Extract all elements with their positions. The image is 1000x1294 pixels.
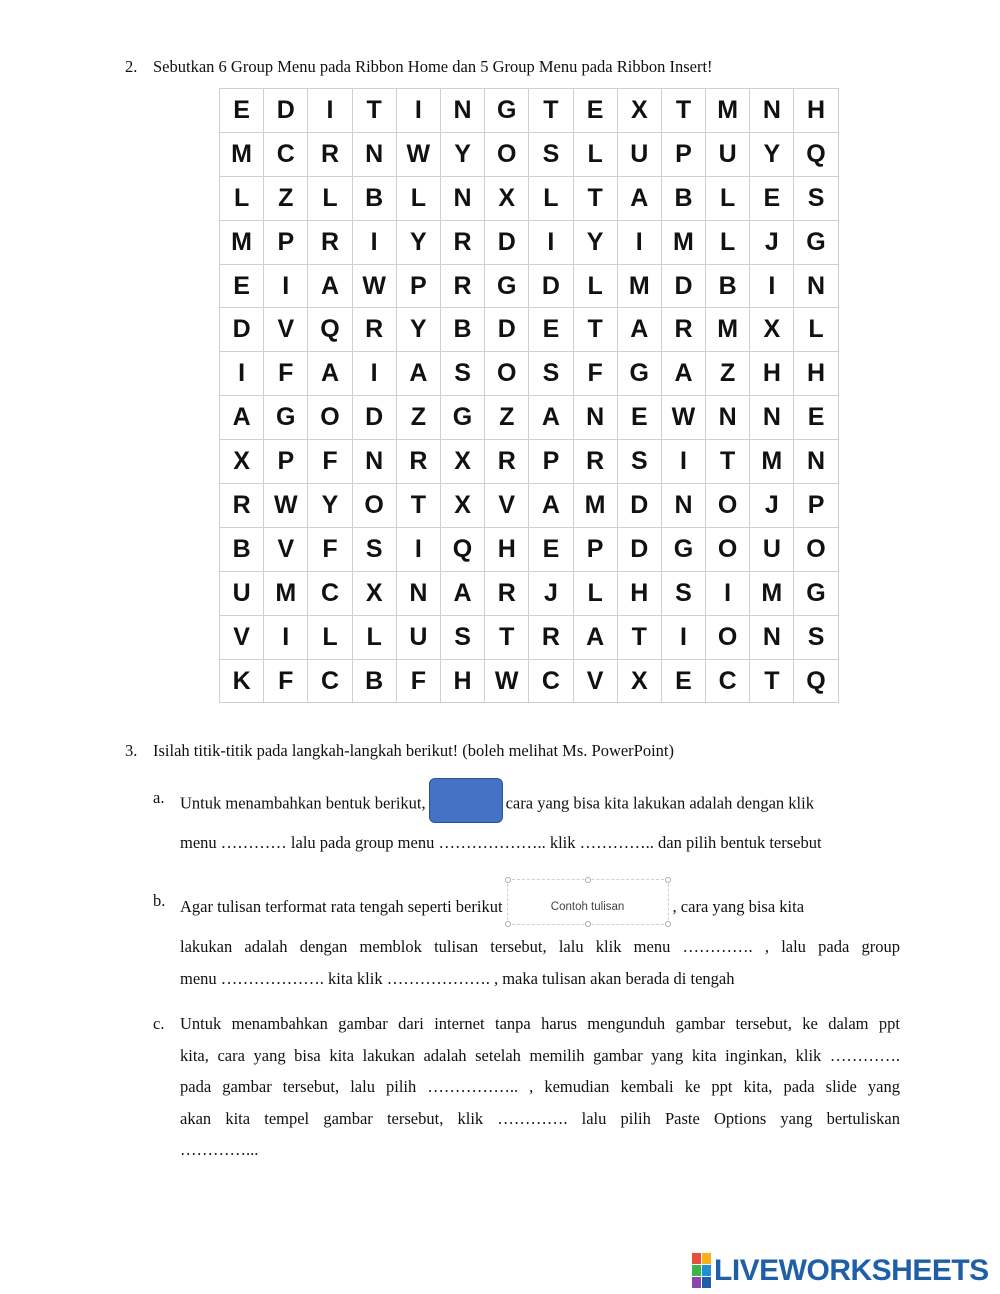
grid-cell[interactable]: X: [220, 440, 264, 484]
grid-cell[interactable]: L: [308, 176, 352, 220]
grid-cell[interactable]: P: [264, 440, 308, 484]
grid-cell[interactable]: E: [529, 527, 573, 571]
logo-cube: [702, 1277, 711, 1288]
grid-cell[interactable]: I: [352, 220, 396, 264]
grid-cell[interactable]: M: [573, 484, 617, 528]
grid-cell[interactable]: B: [706, 264, 750, 308]
question-number: 2.: [125, 57, 138, 76]
grid-cell[interactable]: L: [794, 308, 838, 352]
grid-cell[interactable]: D: [485, 220, 529, 264]
grid-cell[interactable]: L: [573, 132, 617, 176]
question-text: Sebutkan 6 Group Menu pada Ribbon Home dan 5 Group Menu pada Ribbon Insert!: [153, 57, 713, 76]
grid-row: [220, 352, 839, 396]
grid-cell[interactable]: Y: [396, 308, 440, 352]
grid-cell[interactable]: C: [308, 659, 352, 703]
grid-cell[interactable]: Q: [440, 527, 484, 571]
grid-cell[interactable]: Z: [264, 176, 308, 220]
grid-cell[interactable]: T: [573, 308, 617, 352]
grid-cell[interactable]: G: [264, 396, 308, 440]
grid-cell[interactable]: T: [485, 615, 529, 659]
logo-cube: [702, 1253, 711, 1264]
grid-cell[interactable]: E: [529, 308, 573, 352]
grid-cell[interactable]: G: [617, 352, 661, 396]
grid-cell[interactable]: R: [352, 308, 396, 352]
grid-cell[interactable]: Q: [308, 308, 352, 352]
grid-cell[interactable]: M: [706, 308, 750, 352]
grid-cell[interactable]: I: [308, 89, 352, 133]
grid-cell[interactable]: M: [750, 440, 794, 484]
grid-cell[interactable]: I: [396, 527, 440, 571]
grid-cell[interactable]: S: [794, 615, 838, 659]
grid-cell[interactable]: F: [264, 352, 308, 396]
grid-cell[interactable]: D: [661, 264, 705, 308]
item-text: akan kita tempel gambar tersebut, klik …………. lalu pilih Paste Options yang bertuliskan: [180, 1108, 900, 1128]
grid-cell[interactable]: T: [706, 440, 750, 484]
item-label: a.: [153, 788, 165, 807]
item-text: kita, cara yang bisa kita lakukan adalah setelah memilih gambar yang kita inginkan, klik ………….: [180, 1045, 900, 1065]
grid-cell[interactable]: R: [485, 571, 529, 615]
grid-cell[interactable]: E: [220, 264, 264, 308]
grid-cell[interactable]: N: [706, 396, 750, 440]
grid-cell[interactable]: Y: [573, 220, 617, 264]
grid-cell[interactable]: A: [617, 308, 661, 352]
grid-cell[interactable]: N: [794, 264, 838, 308]
grid-cell[interactable]: S: [440, 352, 484, 396]
grid-cell[interactable]: S: [661, 571, 705, 615]
grid-cell[interactable]: V: [220, 615, 264, 659]
grid-cell[interactable]: R: [485, 440, 529, 484]
grid-cell[interactable]: S: [440, 615, 484, 659]
grid-cell[interactable]: A: [220, 396, 264, 440]
grid-row: [220, 571, 839, 615]
grid-cell[interactable]: O: [308, 396, 352, 440]
logo-text: LIVEWORKSHEETS: [714, 1253, 989, 1287]
grid-cell[interactable]: D: [617, 527, 661, 571]
grid-cell[interactable]: H: [750, 352, 794, 396]
grid-cell[interactable]: S: [794, 176, 838, 220]
grid-cell[interactable]: N: [396, 571, 440, 615]
grid-cell[interactable]: F: [308, 527, 352, 571]
grid-cell[interactable]: M: [220, 220, 264, 264]
item-text: lakukan adalah dengan memblok tulisan tersebut, lalu klik menu …………. , lalu pada group: [180, 937, 900, 956]
grid-cell[interactable]: X: [440, 440, 484, 484]
grid-cell[interactable]: X: [440, 484, 484, 528]
grid-cell[interactable]: L: [529, 176, 573, 220]
grid-cell[interactable]: G: [485, 89, 529, 133]
logo-icon: [692, 1253, 711, 1288]
grid-cell[interactable]: V: [264, 527, 308, 571]
grid-cell[interactable]: P: [396, 264, 440, 308]
grid-cell[interactable]: D: [352, 396, 396, 440]
grid-cell[interactable]: M: [706, 89, 750, 133]
item-text: …………...: [180, 1140, 259, 1159]
grid-cell[interactable]: F: [308, 440, 352, 484]
grid-cell[interactable]: A: [440, 571, 484, 615]
question-3c: [153, 1008, 900, 1168]
grid-row: [220, 132, 839, 176]
grid-cell[interactable]: W: [264, 484, 308, 528]
grid-cell[interactable]: P: [794, 484, 838, 528]
grid-cell[interactable]: H: [794, 352, 838, 396]
grid-cell[interactable]: D: [264, 89, 308, 133]
grid-cell[interactable]: L: [706, 176, 750, 220]
grid-cell[interactable]: X: [617, 89, 661, 133]
grid-cell[interactable]: U: [750, 527, 794, 571]
grid-cell[interactable]: M: [220, 132, 264, 176]
question-number: 3.: [125, 741, 138, 760]
grid-cell[interactable]: O: [352, 484, 396, 528]
grid-cell[interactable]: D: [529, 264, 573, 308]
grid-cell[interactable]: X: [352, 571, 396, 615]
grid-cell[interactable]: X: [617, 659, 661, 703]
question-text: Isilah titik-titik pada langkah-langkah berikut! (boleh melihat Ms. PowerPoint): [153, 741, 675, 760]
grid-cell[interactable]: N: [750, 615, 794, 659]
grid-cell[interactable]: J: [750, 220, 794, 264]
grid-row: [220, 659, 839, 703]
grid-row: [220, 615, 839, 659]
grid-cell[interactable]: M: [750, 571, 794, 615]
grid-row: [220, 396, 839, 440]
grid-cell[interactable]: P: [661, 132, 705, 176]
grid-cell[interactable]: O: [706, 527, 750, 571]
grid-cell[interactable]: X: [485, 176, 529, 220]
grid-cell[interactable]: Y: [308, 484, 352, 528]
grid-cell[interactable]: B: [352, 176, 396, 220]
sample-textbox: [507, 879, 669, 925]
grid-cell[interactable]: D: [220, 308, 264, 352]
grid-cell[interactable]: S: [529, 132, 573, 176]
grid-cell[interactable]: K: [220, 659, 264, 703]
grid-cell[interactable]: N: [794, 440, 838, 484]
grid-cell[interactable]: I: [396, 89, 440, 133]
grid-cell[interactable]: W: [661, 396, 705, 440]
item-text: Untuk menambahkan bentuk berikut,: [180, 793, 426, 813]
grid-cell[interactable]: C: [264, 132, 308, 176]
grid-cell[interactable]: H: [794, 89, 838, 133]
grid-cell[interactable]: T: [573, 176, 617, 220]
grid-cell[interactable]: C: [308, 571, 352, 615]
item-text: pada gambar tersebut, lalu pilih …………….. , kemudian kembali ke ppt kita, pada slide yang: [180, 1077, 900, 1096]
grid-cell[interactable]: I: [750, 264, 794, 308]
grid-cell[interactable]: G: [794, 571, 838, 615]
item-text: , cara yang bisa kita: [672, 896, 805, 916]
grid-cell[interactable]: A: [308, 352, 352, 396]
grid-cell[interactable]: T: [617, 615, 661, 659]
grid-cell[interactable]: Z: [706, 352, 750, 396]
grid-cell[interactable]: E: [794, 396, 838, 440]
grid-cell[interactable]: Z: [396, 396, 440, 440]
grid-cell[interactable]: L: [396, 176, 440, 220]
grid-cell[interactable]: R: [308, 132, 352, 176]
grid-cell[interactable]: R: [308, 220, 352, 264]
grid-row: [220, 220, 839, 264]
grid-cell[interactable]: U: [396, 615, 440, 659]
grid-cell[interactable]: R: [573, 440, 617, 484]
grid-cell[interactable]: R: [529, 615, 573, 659]
grid-cell[interactable]: Y: [396, 220, 440, 264]
liveworksheets-logo: [692, 1253, 989, 1288]
grid-cell[interactable]: V: [264, 308, 308, 352]
rounded-rectangle-shape: [429, 778, 503, 823]
grid-cell[interactable]: E: [220, 89, 264, 133]
grid-cell[interactable]: J: [529, 571, 573, 615]
item-text: menu ………………. kita klik ………………. , maka tulisan akan berada di tengah: [180, 968, 735, 988]
grid-cell[interactable]: H: [440, 659, 484, 703]
grid-cell[interactable]: N: [661, 484, 705, 528]
logo-cube: [692, 1277, 701, 1288]
grid-cell[interactable]: W: [485, 659, 529, 703]
grid-cell[interactable]: X: [750, 308, 794, 352]
grid-cell[interactable]: T: [352, 89, 396, 133]
grid-cell[interactable]: O: [485, 352, 529, 396]
grid-cell[interactable]: V: [485, 484, 529, 528]
word-search-grid[interactable]: [219, 88, 839, 703]
item-text: cara yang bisa kita lakukan adalah dengan klik: [505, 793, 814, 813]
grid-cell[interactable]: B: [352, 659, 396, 703]
item-text: Untuk menambahkan gambar dari internet tanpa harus mengunduh gambar tersebut, ke dalam ppt: [180, 1014, 900, 1033]
grid-cell[interactable]: P: [264, 220, 308, 264]
grid-cell[interactable]: I: [220, 352, 264, 396]
grid-cell[interactable]: F: [573, 352, 617, 396]
question-3: [125, 741, 674, 761]
grid-cell[interactable]: N: [440, 89, 484, 133]
grid-cell[interactable]: G: [440, 396, 484, 440]
grid-cell[interactable]: W: [352, 264, 396, 308]
logo-cube: [692, 1253, 701, 1264]
grid-cell[interactable]: I: [264, 264, 308, 308]
grid-cell[interactable]: N: [440, 176, 484, 220]
grid-cell[interactable]: D: [485, 308, 529, 352]
grid-cell[interactable]: M: [264, 571, 308, 615]
grid-cell[interactable]: B: [440, 308, 484, 352]
grid-cell[interactable]: I: [661, 615, 705, 659]
grid-cell[interactable]: H: [485, 527, 529, 571]
grid-cell[interactable]: T: [396, 484, 440, 528]
grid-cell[interactable]: R: [220, 484, 264, 528]
grid-cell[interactable]: N: [750, 89, 794, 133]
grid-row: [220, 527, 839, 571]
grid-cell[interactable]: L: [573, 571, 617, 615]
logo-cube: [692, 1265, 701, 1276]
grid-cell[interactable]: R: [440, 264, 484, 308]
question-3a: [153, 782, 900, 852]
grid-cell[interactable]: L: [308, 615, 352, 659]
grid-cell[interactable]: N: [352, 440, 396, 484]
grid-cell[interactable]: P: [529, 440, 573, 484]
grid-cell[interactable]: F: [264, 659, 308, 703]
grid-cell[interactable]: Q: [794, 659, 838, 703]
grid-cell[interactable]: S: [529, 352, 573, 396]
grid-cell[interactable]: L: [573, 264, 617, 308]
logo-cube: [702, 1265, 711, 1276]
grid-cell[interactable]: I: [529, 220, 573, 264]
grid-row: [220, 264, 839, 308]
grid-cell[interactable]: W: [396, 132, 440, 176]
grid-cell[interactable]: C: [706, 659, 750, 703]
grid-cell[interactable]: H: [617, 571, 661, 615]
grid-cell[interactable]: A: [308, 264, 352, 308]
grid-cell[interactable]: A: [396, 352, 440, 396]
grid-cell[interactable]: A: [573, 615, 617, 659]
item-label: c.: [153, 1014, 165, 1033]
grid-cell[interactable]: C: [529, 659, 573, 703]
item-text: menu ………… lalu pada group menu ……………….. klik ………….. dan pilih bentuk tersebut: [180, 833, 822, 852]
grid-cell[interactable]: R: [440, 220, 484, 264]
grid-cell[interactable]: G: [485, 264, 529, 308]
grid-cell[interactable]: I: [352, 352, 396, 396]
item-label: b.: [153, 891, 166, 910]
grid-cell[interactable]: U: [706, 132, 750, 176]
grid-cell[interactable]: U: [220, 571, 264, 615]
grid-cell[interactable]: Y: [440, 132, 484, 176]
question-3b: [153, 885, 900, 988]
grid-cell[interactable]: A: [529, 484, 573, 528]
grid-cell[interactable]: V: [573, 659, 617, 703]
grid-cell[interactable]: I: [617, 220, 661, 264]
grid-cell[interactable]: M: [617, 264, 661, 308]
grid-cell[interactable]: B: [220, 527, 264, 571]
grid-cell[interactable]: R: [396, 440, 440, 484]
grid-cell[interactable]: T: [750, 659, 794, 703]
grid-cell[interactable]: E: [573, 89, 617, 133]
grid-cell[interactable]: O: [706, 484, 750, 528]
grid-cell[interactable]: L: [352, 615, 396, 659]
grid-cell[interactable]: S: [352, 527, 396, 571]
question-2: [125, 57, 713, 77]
grid-cell[interactable]: A: [617, 176, 661, 220]
grid-cell[interactable]: P: [573, 527, 617, 571]
grid-cell[interactable]: S: [617, 440, 661, 484]
grid-cell[interactable]: T: [661, 89, 705, 133]
grid-cell[interactable]: Y: [750, 132, 794, 176]
grid-cell[interactable]: M: [661, 220, 705, 264]
grid-cell[interactable]: O: [706, 615, 750, 659]
grid-cell[interactable]: I: [706, 571, 750, 615]
grid-cell[interactable]: O: [485, 132, 529, 176]
grid-cell[interactable]: J: [750, 484, 794, 528]
grid-cell[interactable]: U: [617, 132, 661, 176]
grid-cell[interactable]: Z: [485, 396, 529, 440]
grid-cell[interactable]: E: [617, 396, 661, 440]
grid-cell[interactable]: A: [529, 396, 573, 440]
grid-cell[interactable]: D: [617, 484, 661, 528]
grid-cell[interactable]: Q: [794, 132, 838, 176]
grid-row: [220, 89, 839, 133]
grid-cell[interactable]: I: [661, 440, 705, 484]
grid-cell[interactable]: B: [661, 176, 705, 220]
grid-cell[interactable]: R: [661, 308, 705, 352]
grid-cell[interactable]: N: [750, 396, 794, 440]
grid-row: [220, 308, 839, 352]
grid-cell[interactable]: G: [661, 527, 705, 571]
grid-cell[interactable]: L: [220, 176, 264, 220]
grid-cell[interactable]: G: [794, 220, 838, 264]
grid-cell[interactable]: N: [352, 132, 396, 176]
textbox-text: Contoh tulisan: [550, 901, 625, 913]
grid-cell[interactable]: A: [661, 352, 705, 396]
grid-cell[interactable]: L: [706, 220, 750, 264]
grid-row: [220, 176, 839, 220]
grid-cell[interactable]: I: [264, 615, 308, 659]
item-text: Agar tulisan terformat rata tengah seperti berikut: [180, 896, 503, 916]
grid-cell[interactable]: E: [661, 659, 705, 703]
grid-cell[interactable]: O: [794, 527, 838, 571]
grid-cell[interactable]: F: [396, 659, 440, 703]
grid-cell[interactable]: N: [573, 396, 617, 440]
grid-row: [220, 484, 839, 528]
grid-row: [220, 440, 839, 484]
grid-cell[interactable]: E: [750, 176, 794, 220]
grid-cell[interactable]: T: [529, 89, 573, 133]
